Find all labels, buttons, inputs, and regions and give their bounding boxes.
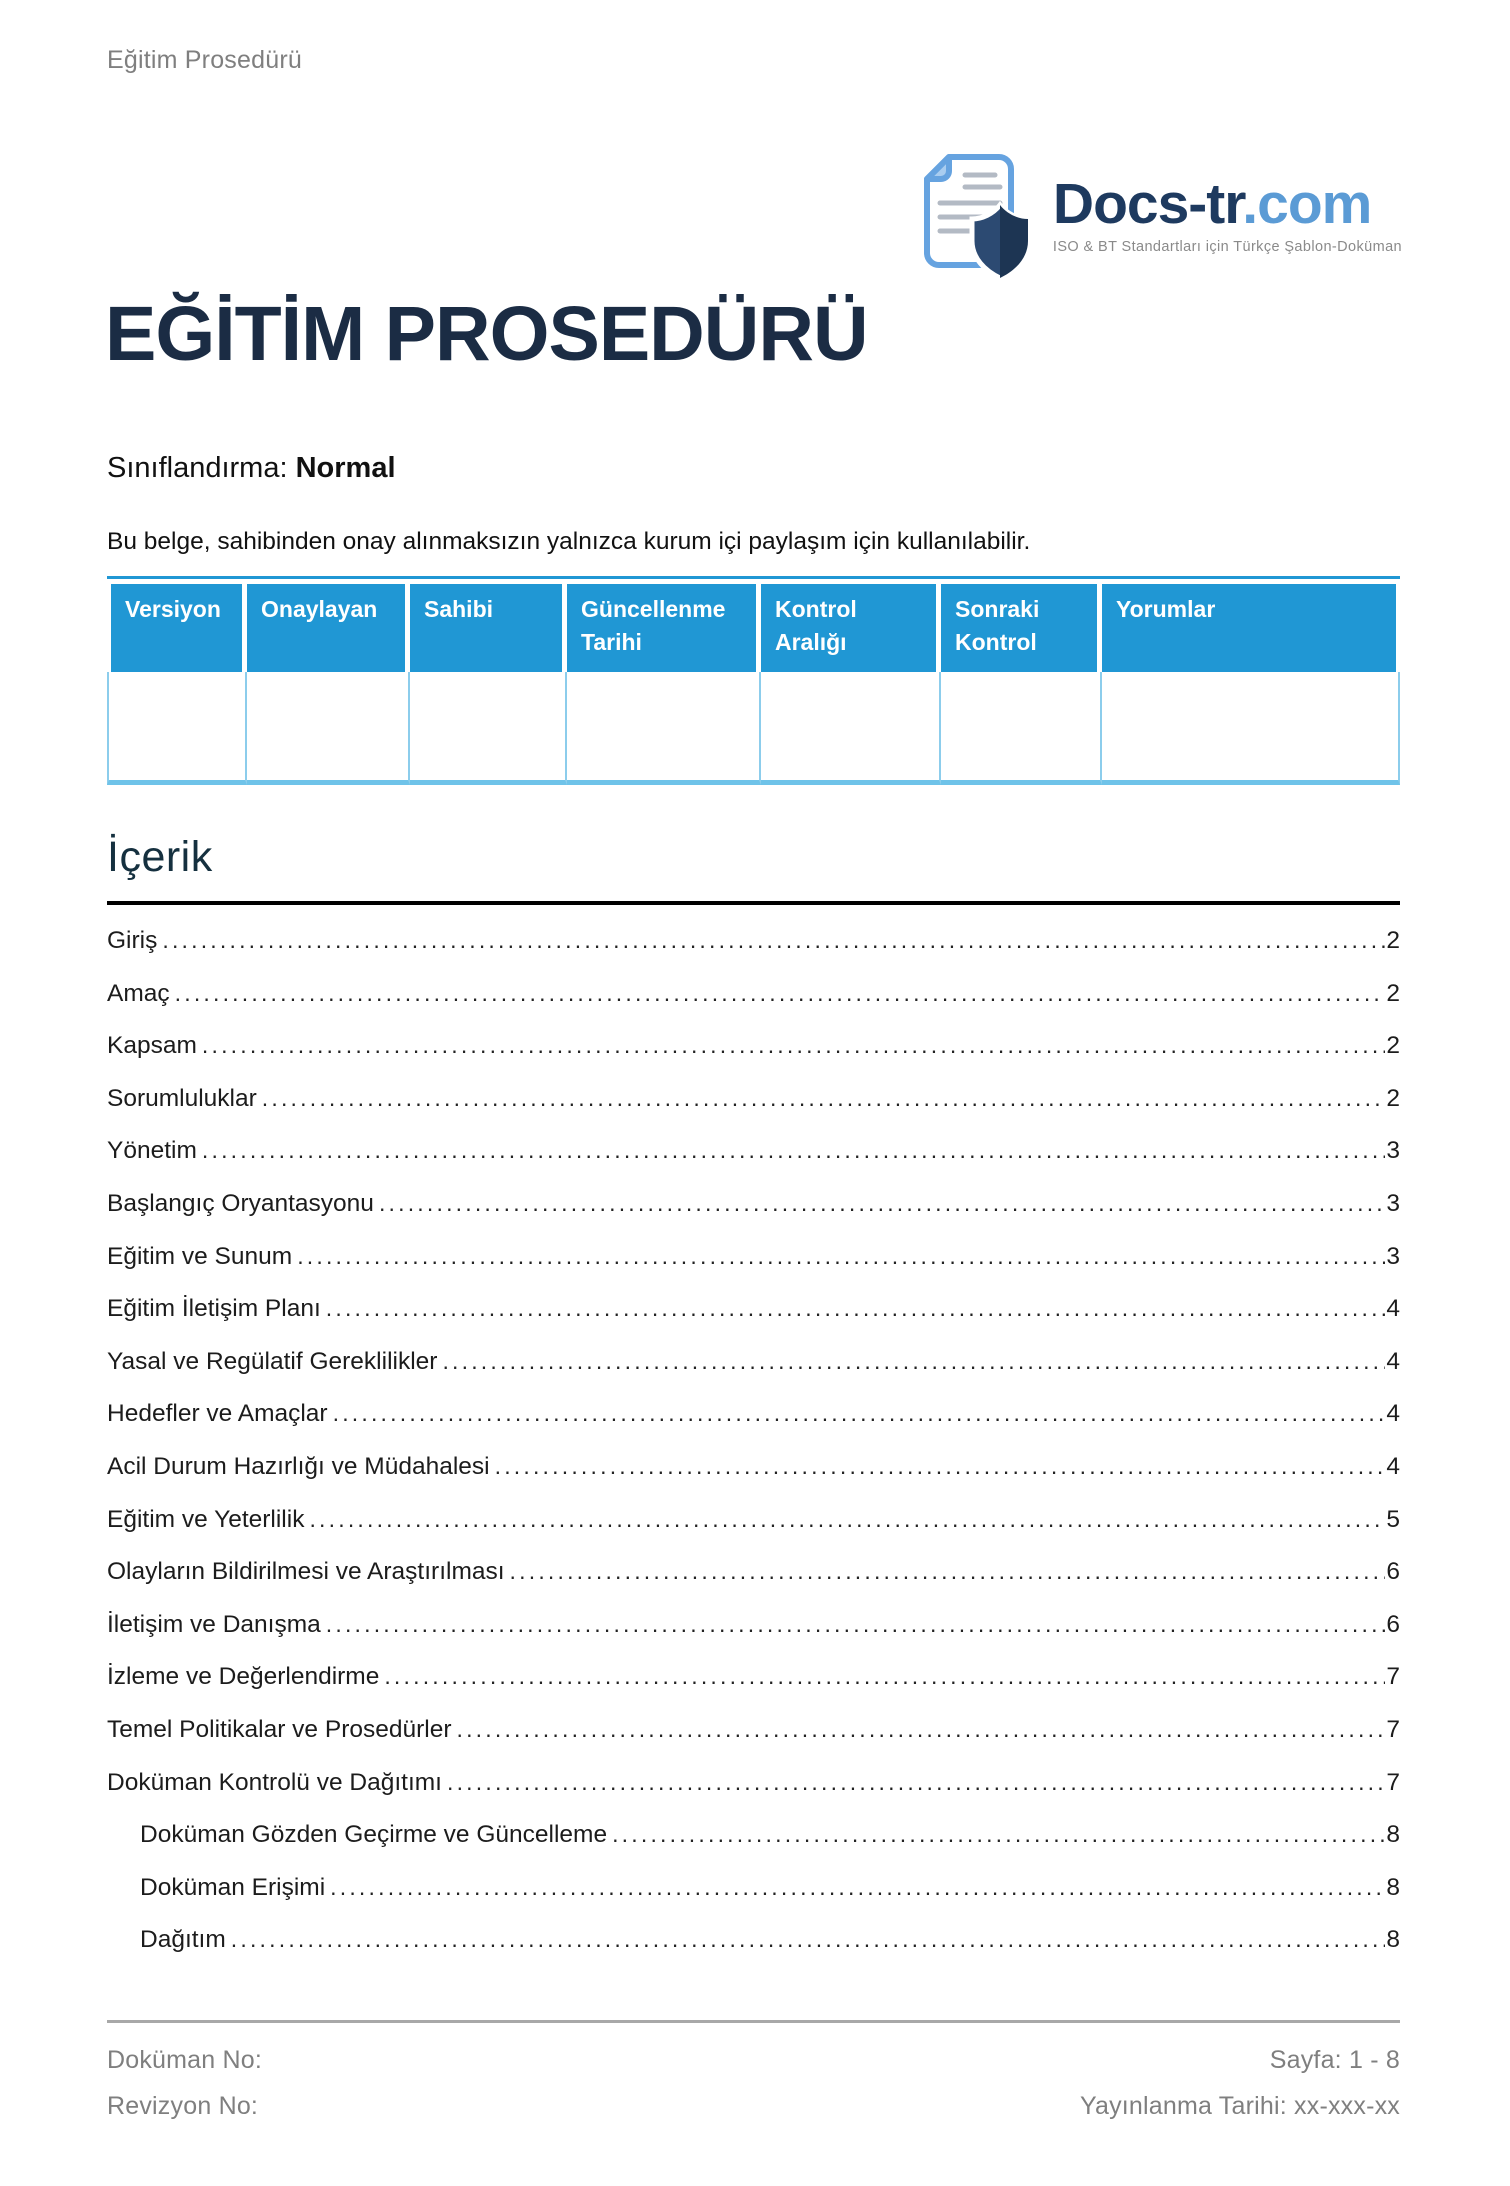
- toc-dot-leader: [262, 1072, 1386, 1126]
- version-table-cell: [761, 672, 941, 785]
- toc-entry-page: 2: [1386, 979, 1400, 1007]
- toc-dot-leader: [202, 1019, 1385, 1073]
- page-footer: [107, 2046, 1400, 2121]
- toc-entry-amac[interactable]: [107, 967, 1400, 1020]
- restriction-note: Bu belge, sahibinden onay alınmaksızın yalnızca kurum içi paylaşım için kullanılabilir.: [107, 528, 1031, 555]
- version-table-cell: [941, 672, 1102, 785]
- toc-entry-page: 8: [1386, 1873, 1400, 1901]
- running-header-title: Eğitim Prosedürü: [107, 46, 302, 74]
- toc-entry-hedefler-ve-amaclar[interactable]: [107, 1387, 1400, 1440]
- toc-entry-label: Başlangıç Oryantasyonu: [107, 1189, 374, 1217]
- toc-entry-label: Temel Politikalar ve Prosedürler: [107, 1715, 452, 1743]
- toc-entry-label: İzleme ve Değerlendirme: [107, 1663, 380, 1691]
- version-table-cell: [107, 672, 247, 785]
- version-table-header-sonraki-kontrol: Sonraki Kontrol: [941, 579, 1102, 672]
- toc-entry-iletisim-ve-danisma[interactable]: [107, 1598, 1400, 1651]
- brand-text: [1052, 171, 1402, 255]
- toc-entry-temel-politikalar[interactable]: [107, 1703, 1400, 1756]
- version-table: [107, 576, 1400, 785]
- version-table-cell: [410, 672, 567, 785]
- page-title: EĞİTİM PROSEDÜRÜ: [105, 291, 868, 377]
- toc-entry-label: Yasal ve Regülatif Gereklilikler: [107, 1347, 438, 1375]
- toc-entry-page: 5: [1386, 1505, 1400, 1533]
- toc-dot-leader: [510, 1545, 1386, 1599]
- dokuman-no-label: Doküman No:: [107, 2046, 263, 2074]
- toc-entry-dokuman-erisimi[interactable]: [107, 1861, 1400, 1914]
- version-table-cell: [567, 672, 761, 785]
- toc-entry-label: Doküman Gözden Geçirme ve Güncelleme: [140, 1821, 608, 1849]
- toc-entry-izleme-ve-degerlendirme[interactable]: [107, 1650, 1400, 1703]
- footer-row-2: [107, 2092, 1400, 2121]
- version-table-header-onaylayan: Onaylayan: [247, 579, 410, 672]
- toc-dot-leader: [384, 1650, 1385, 1704]
- page-count-label: Sayfa: 1 - 8: [1269, 2046, 1400, 2074]
- toc-dot-leader: [379, 1177, 1385, 1231]
- footer-divider: [107, 2020, 1400, 2023]
- toc-entry-label: Sorumluluklar: [107, 1084, 257, 1112]
- toc-entry-page: 8: [1386, 1821, 1400, 1849]
- toc-dot-leader: [175, 967, 1386, 1021]
- table-of-contents: [107, 914, 1400, 1966]
- toc-entry-page: 3: [1386, 1137, 1400, 1165]
- toc-dot-leader: [330, 1861, 1385, 1915]
- toc-entry-page: 7: [1386, 1768, 1400, 1796]
- version-table-cell: [1102, 672, 1400, 785]
- toc-heading: İçerik: [107, 833, 213, 881]
- toc-dot-leader: [495, 1440, 1386, 1494]
- toc-entry-dokuman-gozden-gecirme[interactable]: [107, 1808, 1400, 1861]
- toc-entry-label: Doküman Kontrolü ve Dağıtımı: [107, 1768, 442, 1796]
- version-table-header-kontrol-araligi: Kontrol Aralığı: [761, 579, 941, 672]
- classification-line: [107, 452, 396, 485]
- toc-dot-leader: [612, 1808, 1385, 1862]
- toc-entry-page: 2: [1386, 927, 1400, 954]
- document-shield-icon: [915, 150, 1045, 280]
- toc-entry-label: Eğitim ve Yeterlilik: [107, 1505, 305, 1533]
- toc-entry-page: 7: [1386, 1715, 1400, 1743]
- toc-entry-dagitim[interactable]: [107, 1913, 1400, 1966]
- toc-dot-leader: [326, 1598, 1386, 1652]
- toc-entry-label: Eğitim ve Sunum: [107, 1242, 293, 1270]
- toc-dot-leader: [447, 1756, 1385, 1810]
- toc-entry-kapsam[interactable]: [107, 1019, 1400, 1072]
- brand-tagline: ISO & BT Standartları için Türkçe Şablon-Doküman: [1052, 238, 1402, 255]
- footer-row-1: [107, 2046, 1400, 2075]
- toc-entry-label: Dağıtım: [140, 1926, 226, 1954]
- version-table-header-versiyon: Versiyon: [107, 579, 247, 672]
- classification-value: Normal: [295, 452, 396, 484]
- toc-entry-page: 7: [1386, 1663, 1400, 1691]
- brand-logo: [915, 150, 1402, 280]
- toc-entry-sorumluluklar[interactable]: [107, 1072, 1400, 1125]
- version-table-header-yorumlar: Yorumlar: [1102, 579, 1400, 672]
- toc-entry-page: 8: [1386, 1926, 1400, 1954]
- toc-entry-yasal-ve-regulatif[interactable]: [107, 1335, 1400, 1388]
- toc-entry-page: 2: [1386, 1084, 1400, 1112]
- brand-wordmark: [1052, 171, 1402, 236]
- toc-dot-leader: [162, 914, 1385, 968]
- toc-entry-label: Giriş: [107, 927, 158, 954]
- toc-entry-page: 6: [1386, 1558, 1400, 1586]
- classification-label: Sınıflandırma:: [107, 452, 296, 484]
- toc-entry-giris[interactable]: [107, 914, 1400, 967]
- toc-dot-leader: [326, 1282, 1386, 1336]
- toc-dot-leader: [442, 1335, 1385, 1389]
- toc-entry-dokuman-kontrolu[interactable]: [107, 1756, 1400, 1809]
- brand-name-light: .com: [1242, 171, 1372, 236]
- brand-name-dark: Docs-tr: [1052, 171, 1243, 236]
- toc-entry-acil-durum[interactable]: [107, 1440, 1400, 1493]
- toc-entry-page: 2: [1386, 1032, 1400, 1060]
- publish-date-label: Yayınlanma Tarihi: xx-xxx-xx: [1079, 2092, 1400, 2120]
- toc-entry-page: 6: [1386, 1610, 1400, 1638]
- toc-entry-label: İletişim ve Danışma: [107, 1610, 321, 1638]
- toc-entry-egitim-ve-sunum[interactable]: [107, 1230, 1400, 1283]
- toc-dot-leader: [333, 1387, 1386, 1441]
- toc-entry-page: 4: [1386, 1400, 1400, 1428]
- toc-entry-yonetim[interactable]: [107, 1124, 1400, 1177]
- toc-entry-label: Yönetim: [107, 1137, 197, 1165]
- toc-entry-label: Olayların Bildirilmesi ve Araştırılması: [107, 1558, 505, 1586]
- toc-entry-label: Amaç: [107, 979, 170, 1007]
- toc-entry-page: 4: [1386, 1295, 1400, 1323]
- toc-dot-leader: [457, 1703, 1386, 1757]
- toc-entry-olaylarin-bildirilmesi[interactable]: [107, 1545, 1400, 1598]
- toc-entry-label: Kapsam: [107, 1032, 197, 1060]
- toc-entry-egitim-ve-yeterlilik[interactable]: [107, 1493, 1400, 1546]
- version-table-cell: [247, 672, 410, 785]
- toc-entry-label: Eğitim İletişim Planı: [107, 1295, 321, 1323]
- toc-entry-page: 3: [1386, 1189, 1400, 1217]
- toc-entry-label: Hedefler ve Amaçlar: [107, 1400, 328, 1428]
- toc-entry-page: 4: [1386, 1452, 1400, 1480]
- toc-entry-page: 4: [1386, 1347, 1400, 1375]
- toc-heading-rule: [107, 901, 1400, 905]
- version-table-header-guncellenme-tarihi: Güncellenme Tarihi: [567, 579, 761, 672]
- toc-dot-leader: [202, 1124, 1385, 1178]
- toc-entry-page: 3: [1386, 1242, 1400, 1270]
- toc-entry-label: Acil Durum Hazırlığı ve Müdahalesi: [107, 1452, 490, 1480]
- toc-dot-leader: [309, 1493, 1385, 1547]
- toc-dot-leader: [231, 1913, 1386, 1967]
- version-table-header-sahibi: Sahibi: [410, 579, 567, 672]
- toc-entry-egitim-iletisim-plani[interactable]: [107, 1282, 1400, 1335]
- toc-entry-baslangic-oryantasyonu[interactable]: [107, 1177, 1400, 1230]
- toc-dot-leader: [297, 1230, 1385, 1284]
- revizyon-no-label: Revizyon No:: [107, 2092, 259, 2120]
- toc-entry-label: Doküman Erişimi: [140, 1873, 326, 1901]
